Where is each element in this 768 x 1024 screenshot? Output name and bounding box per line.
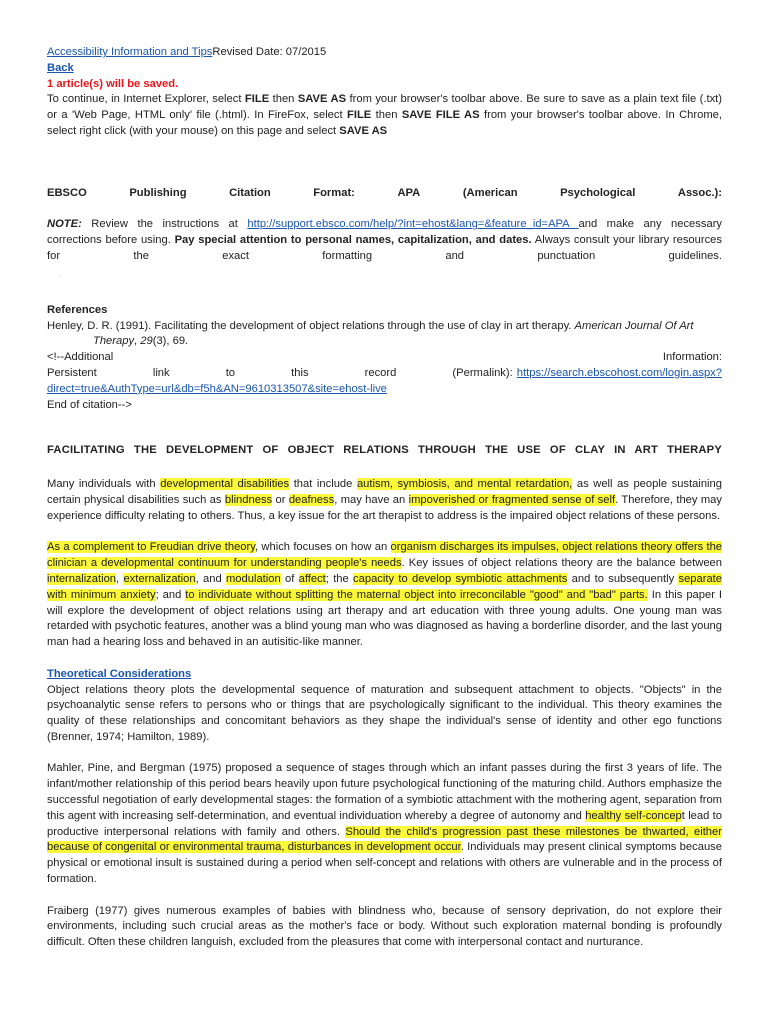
article-paragraph bbox=[47, 477, 722, 524]
save-instructions bbox=[47, 92, 722, 139]
word: APA bbox=[397, 186, 421, 199]
spacer bbox=[47, 140, 722, 186]
highlighted-text: autism, symbiosis, and mental retardation, bbox=[356, 478, 573, 491]
text-run: , which focuses on how an bbox=[255, 541, 391, 554]
permalink-cont bbox=[47, 382, 722, 398]
text-run: Object relations theory plots the developmental sequence of maturation and subsequent attachment to objects. "Objects" in the psychoanalytic sense refers to persons who or things that are psychologically significant to the individual. This theory examines the quality of these relationships and concomitant behaviors as they shape the individual's sense of identity and other ego functions (Brenner, 1974; Hamilton, 1989). bbox=[47, 683, 722, 743]
text-run: from your browser's toolbar above. In Chrome, select right click (with your mouse) on this page and select bbox=[47, 109, 722, 137]
highlighted-text: As a complement to Freudian drive theory bbox=[47, 541, 256, 554]
text-run: ; and bbox=[155, 588, 186, 601]
note-emphasis: Pay special attention to personal names, capitalization, and dates. bbox=[174, 234, 532, 247]
highlighted-text: separate with minimum anxiety bbox=[47, 572, 723, 601]
text-run: . Key issues of object relations theory are the balance between bbox=[401, 557, 723, 570]
text-run: of bbox=[280, 572, 299, 585]
highlighted-text: blindness bbox=[224, 493, 273, 506]
word: this bbox=[291, 366, 309, 379]
reference-text: , bbox=[134, 335, 141, 348]
reference-text: Henley, D. R. (1991). Facilitating the development of object relations through the use of clay in art therapy. bbox=[47, 319, 575, 332]
comment-info: Information: bbox=[662, 351, 722, 364]
text-run: then bbox=[371, 109, 402, 122]
permalink-url[interactable]: https://search.ebscohost.com/login.aspx? bbox=[516, 366, 722, 379]
bold-text: SAVE FILE AS bbox=[401, 109, 480, 122]
word: Psychological bbox=[560, 186, 636, 199]
header-line bbox=[47, 45, 722, 61]
text-run: Many individuals with bbox=[47, 478, 161, 491]
text-run: Fraiberg (1977) gives numerous examples of babies with blindness who, because of sensory deprivation, do not explore their environments, including such crucial areas as the mother's face or body. Without such exploration maternal bonding is profoundly difficult. Often these children languish, excluded from the pleasures that come with interpersonal contact and nurturance. bbox=[47, 904, 722, 949]
text-run: ; the bbox=[325, 572, 354, 585]
note-text: and make any necessary corrections before using. bbox=[47, 218, 723, 247]
highlighted-text: capacity to develop symbiotic attachments bbox=[353, 572, 568, 585]
separator-dot: . bbox=[59, 269, 62, 279]
text-run: then bbox=[269, 93, 298, 106]
word: Assoc.): bbox=[677, 186, 722, 199]
back-line bbox=[47, 61, 722, 77]
spacer bbox=[47, 888, 722, 904]
comment-close: End of citation--> bbox=[47, 398, 132, 411]
bold-text: SAVE AS bbox=[297, 93, 347, 106]
reference-entry bbox=[47, 319, 722, 351]
spacer bbox=[47, 413, 722, 443]
text-run: from your browser's toolbar above. Be sure to save as a plain text file (.txt) or a 'Web Page, HTML only' file (.html). In FireFox, select bbox=[47, 93, 722, 122]
saved-notice: 1 article(s) will be saved. bbox=[47, 77, 179, 90]
spacer bbox=[47, 285, 722, 303]
article-paragraph bbox=[47, 904, 722, 951]
comment-open: <!--Additional bbox=[47, 351, 114, 364]
highlighted-text: developmental disabilities bbox=[160, 478, 290, 491]
text-run: . Individuals may present clinical symptoms because physical or emotional insult is sustained during a period when self-concept and relations with others are vulnerable and in the process of formation. bbox=[47, 841, 722, 886]
spacer bbox=[47, 459, 722, 477]
accessibility-link[interactable]: Accessibility Information and Tips bbox=[47, 46, 213, 58]
journal-volume: 29 bbox=[140, 335, 153, 348]
ebsco-help-link[interactable]: http://support.ebsco.com/help/?int=ehost&lang=&feature_id=APA bbox=[247, 218, 579, 231]
text-run: or bbox=[272, 493, 289, 506]
word: (American bbox=[462, 186, 518, 199]
text-run: that include bbox=[289, 478, 357, 491]
word: (Permalink): bbox=[452, 366, 513, 379]
highlighted-text: internalization bbox=[47, 572, 117, 585]
comment-line bbox=[47, 350, 722, 366]
highlighted-text: deafness bbox=[288, 493, 335, 506]
references-heading: References bbox=[47, 303, 108, 316]
highlighted-text: Should the child's progression past these milestones be thwarted, either because of congenital or environmental trauma, disturbances in development occur bbox=[47, 825, 722, 854]
highlighted-text: impoverished or fragmented sense of self bbox=[408, 493, 616, 506]
text-run: as well as people sustaining certain physical disabilities such as bbox=[47, 478, 722, 506]
word: Format: bbox=[313, 186, 355, 199]
note-paragraph bbox=[47, 217, 722, 264]
text-run: and to subsequently bbox=[567, 572, 679, 585]
highlighted-text: healthy self-concep bbox=[585, 809, 682, 822]
note-label: NOTE: bbox=[47, 218, 82, 231]
word: Persistent bbox=[47, 366, 97, 379]
highlighted-text: externalization bbox=[123, 572, 196, 585]
word: to bbox=[225, 366, 236, 379]
word: link bbox=[152, 366, 170, 379]
bold-text: FILE bbox=[244, 93, 270, 106]
spacer bbox=[47, 202, 722, 218]
article-paragraph bbox=[47, 683, 722, 746]
spacer bbox=[47, 746, 722, 762]
bold-text: FILE bbox=[347, 109, 372, 122]
highlighted-text: organism discharges its impulses, object relations theory offers the clinician a developmental continuum for understanding people's needs bbox=[47, 541, 723, 570]
text-run: , may have an bbox=[334, 493, 409, 506]
article-paragraph bbox=[47, 540, 722, 651]
article-title: FACILITATING THE DEVELOPMENT OF OBJECT RELATIONS THROUGH THE USE OF CLAY IN ART THERAPY bbox=[47, 444, 722, 457]
note-text: Review the instructions at bbox=[81, 218, 248, 231]
back-link[interactable]: Back bbox=[47, 61, 74, 74]
highlighted-text: modulation bbox=[225, 572, 281, 585]
citation-format-line bbox=[47, 186, 722, 202]
word: EBSCO bbox=[47, 186, 87, 199]
spacer bbox=[47, 651, 722, 667]
reference-text: (3), 69. bbox=[152, 335, 189, 348]
theoretical-considerations-link[interactable]: Theoretical Considerations bbox=[47, 667, 192, 680]
revised-date: Revised Date: 07/2015 bbox=[212, 46, 327, 58]
text-run: To continue, in Internet Explorer, select bbox=[47, 93, 245, 106]
text-run: , and bbox=[195, 572, 226, 585]
permalink-url-cont[interactable]: direct=true&AuthType=url&db=f5h&AN=9610313507&site=ehost-live bbox=[47, 382, 387, 395]
text-run: . Therefore, they may experience difficulty relating to others. Thus, a key issue for the art therapist to address is the impaired object relations of these persons. bbox=[47, 493, 722, 522]
bold-text: SAVE AS bbox=[339, 124, 388, 137]
text-run: Mahler, Pine, and Bergman (1975) proposed a sequence of stages through which an infant passes during the first 3 years of life. The infant/mother relationship of this period bears heavily upon future psychological functioning of the maturing child. Authors emphasize the successful negotiation of early developmental stages: the formation of a symbiotic attachment with the mothering agent, separation from this agent with increasing self-determination, and eventual individuation whereby a degree of autonomy and bbox=[47, 762, 722, 822]
article-paragraph bbox=[47, 761, 722, 887]
journal-name: American Journal Of Art Therapy bbox=[93, 319, 694, 348]
word: record bbox=[364, 366, 397, 379]
text-run: t lead to productive interpersonal relations with family and others. bbox=[47, 809, 722, 838]
note-text: Always consult your library resources for the exact formatting and punctuation guidelines. bbox=[47, 234, 722, 262]
section-heading-line bbox=[47, 667, 722, 683]
text-run: In this paper I will explore the development of object relations using art therapy and art education with three young adults. One young man was retarded with psychotic features, another was a blind young man who was diagnosed as having a borderline disorder, and the last young man had a hearing loss and behaved in an autisitic-like manner. bbox=[47, 588, 722, 649]
word: Publishing bbox=[129, 186, 187, 199]
permalink-line bbox=[47, 366, 722, 382]
spacer bbox=[47, 525, 722, 541]
text-run: , bbox=[116, 572, 124, 585]
highlighted-text: affect bbox=[298, 572, 326, 585]
word: Citation bbox=[229, 186, 271, 199]
highlighted-text: to individuate without splitting the maternal object into irreconcilable "good" and "bad" parts. bbox=[185, 588, 648, 601]
permalink-words bbox=[47, 366, 517, 382]
